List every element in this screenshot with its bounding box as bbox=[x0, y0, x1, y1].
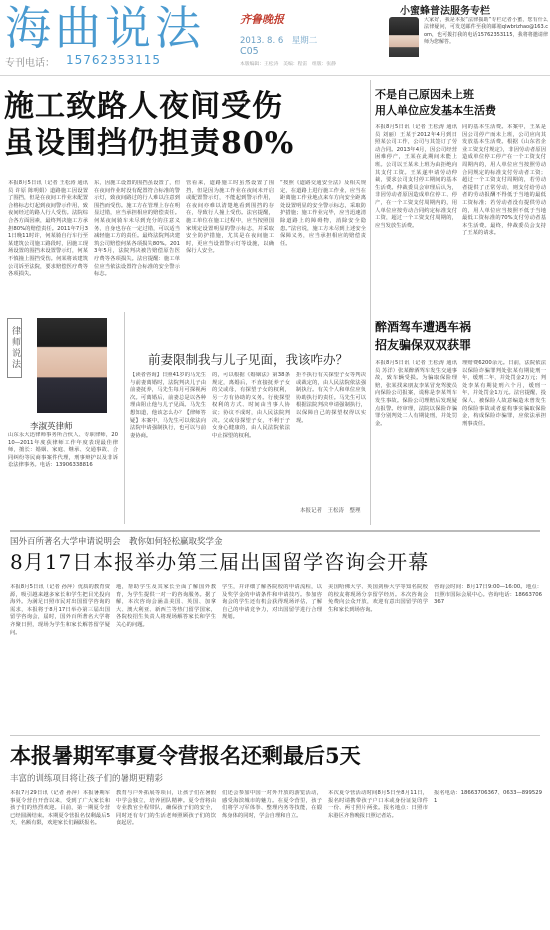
hotline-number: 15762353115 bbox=[66, 53, 161, 67]
abroad-col5: 咨询会时间：8月17日9:00—16:00。地点：日照市国际会展中心。咨询电话：18663706367 bbox=[434, 584, 542, 606]
labor-headline-line2: 用人单位应发基本生活费 bbox=[375, 104, 496, 117]
abroad-headline: 8月17日本报举办第三届出国留学咨询会开幕 bbox=[10, 550, 430, 574]
lead-headline bbox=[4, 88, 366, 162]
hotline-label: 专刊电话： bbox=[5, 58, 55, 69]
issue-date: 2013. 8. 6 星期二 bbox=[240, 36, 318, 46]
qa-col1: 【读者咨询】日照41岁的马先生与前妻离婚时，法院判决儿子由前妻抚养，马先生每月可探视两次。可离婚后，前妻总是以各种理由阻止他与儿子见面。马先生想知道，他该怎么办？【律师答疑】本案中，马先生可以依法向法院申请强制执行，也可以与前妻协商。 bbox=[130, 372, 206, 439]
qa-headline: 前妻限制我与儿子见面，我该咋办？ bbox=[148, 352, 349, 367]
lawyer-photo bbox=[37, 318, 107, 413]
section-divider bbox=[10, 735, 540, 736]
camp-col1: 本报7月29日讯（记者 孙萍）本报暑期军事夏令营自开营以来，受到了广大家长和孩子们的热烈欢迎。目前，第一期夏令营已经圆满结束。本期夏令营报名仅剩最后5天，名额有限，欢迎家长们踊跃报名。 bbox=[10, 790, 110, 827]
labor-article-col2: 同的基本生活费。本案中，王某是因公司停产而未上班，公司应向其发放基本生活费。根据《山东省企业工资支付规定》，非因劳动者原因造成单位停工停产在一个工资支付周期内的，用人单位应当按照劳动合同规定的标准支付劳动者工资；超过一个工资支付周期的，若劳动者提供了正常劳动，则支付给劳动者的劳动报酬不得低于当地的最低工资标准；若劳动者没有提供劳动的，用人单位应当按照不低于当地最低工资标准的70%支付劳动者基本生活费。最终，仲裁委员会支持了王某的请求。 bbox=[462, 124, 546, 237]
drunk-driving-headline-line2: 招友骗保双双获罪 bbox=[375, 338, 472, 352]
qa-col3: 拒不执行有关探望子女等判决或裁定的，由人民法院依法强制执行。有关个人和单位应负协助执行的责任。马先生可以根据法院判决申请强制执行，以保障自己的探望权得以实现。 bbox=[296, 372, 366, 424]
camp-col2: 教育与户外拓展等项目，让孩子们在暑假中学会独立，培养团队精神。夏令营将由专业教官全程带队，确保孩子们的安全，同时还有专门的生活老师照顾孩子们的饮食起居。 bbox=[116, 790, 216, 827]
lawyer-column-tag: 律师说法 bbox=[7, 318, 22, 378]
abroad-kicker: 国外百所著名大学申请说明会 教你如何轻松赢取奖学金 bbox=[10, 537, 223, 547]
lead-article-col4: “按照《道路交通安全法》及相关规定，在道路上进行施工作业，应当在距离施工作业地点来车方向安全距离处设置明显的安全警示标志，采取防护措施；施工作业完毕，应当迅速清除道路上的障碍物，消除安全隐患。”法官说，施工方未尽到上述安全保障义务，应当承担相应的赔偿责任。 bbox=[280, 180, 366, 247]
drunk-driving-headline bbox=[375, 318, 547, 354]
section-divider bbox=[10, 530, 540, 532]
abroad-col1: 本报8月5日讯（记者 孙萍）优质的教育资源，吸引越来越多家长和学生把目光投向海外。为满足日照市民对出国留学咨询的需求，本报将于8月17日举办第三届出国留学咨询会，届时，国外百所著名大学将齐聚日照，现场为学生和家长解答留学疑问。 bbox=[10, 584, 110, 636]
abroad-col2: 地，帮助学生及其家长全面了解国外教育，为学生提供一对一的咨询服务。据了解，本次咨询会涵盖美国、英国、加拿大、澳大利亚、新西兰等热门留学国家，各院校招生负责人将现场解答家长和学生关心的问题。 bbox=[116, 584, 216, 628]
labor-headline bbox=[375, 87, 547, 119]
drunk-driving-col1: 本报8月5日讯（记者 王松涛 通讯员 苏洋）张某醉酒驾车发生交通事故，致车辆受损。为骗取保险理赔，张某找来朋友李某冒充驾驶员向保险公司报案，谎称是李某驾车发生事故。保险公司理赔后发现疑点报警。经审理，法院以保险诈骗罪分别判处二人有期徒刑，并处罚金。 bbox=[375, 360, 457, 427]
column-divider bbox=[370, 80, 371, 525]
qa-col2: 的，可以根据《婚姻法》第38条规定，离婚后，不直接抚养子女的父或母，有探望子女的权利，另一方有协助的义务。行使探望权利的方式、时间由当事人协议；协议不成时，由人民法院判决。父或母探望子女，不利于子女身心健康的，由人民法院依法中止探望的权利。 bbox=[212, 372, 290, 439]
qa-sign: 本报记者 王松涛 整理 bbox=[300, 508, 361, 514]
abroad-col3: 学生，并详细了解各院校的申请流程，以及奖学金的申请条件和申请技巧。参加咨询会的学生还有机会获得现场评估，了解自己的申请竞争力，对出国留学进行合理规划。 bbox=[222, 584, 322, 621]
page-number: C05 bbox=[240, 46, 259, 57]
abroad-col4: 美国哈佛大学、英国剑桥大学等知名院校的校友将现场分享留学经历。本次咨询会免费向公众开放，欢迎有意出国留学的学生和家长到场咨询。 bbox=[328, 584, 428, 613]
labor-article-col1: 本报8月5日讯（记者 王松涛 通讯员 刘丽）王某于2012年4月到日照某公司工作，公司与其签订了劳动合同。2013年4月，因公司经营困难停产，王某在此期间未能上班。公司以王某未上班为由拒绝向其支付工资。王某遂申请劳动仲裁，要求公司支付停工期间的基本生活费。仲裁委员会审理后认为，非因劳动者原因造成单位停工、停产，在一个工资支付周期内的，用人单位应按劳动合同约定标准支付工资，超过一个工资支付周期的，应当发放生活费。 bbox=[375, 124, 457, 229]
drunk-driving-col2: 理赔费6200余元。日前，法院依法以保险诈骗罪判处张某有期徒刑一年，缓刑二年，并处罚金2万元；判处李某有期徒刑六个月，缓刑一年，并处罚金1万元。法官提醒，投保人、被保险人故意编造未曾发生的保险事故或者虚构事实骗取保险金，构成保险诈骗罪，应依法承担刑事责任。 bbox=[462, 360, 546, 427]
section-title: 海曲说法 bbox=[5, 1, 205, 55]
drunk-driving-headline-line1: 醉酒驾车遭遇车祸 bbox=[375, 320, 472, 334]
camp-col3: 们还会参加中国一对外开放的游览活动，感受海滨城市的魅力。在夏令营里，孩子们将学习军体拳、整理内务等技能，在锻炼身体的同时，学会自理和自立。 bbox=[222, 790, 322, 819]
camp-col5: 报名电话：18663706367、0633—8995291 bbox=[434, 790, 542, 804]
camp-headline: 本报暑期军事夏令营报名还剩最后5天 bbox=[10, 743, 361, 768]
labor-headline-line1: 不是自己原因未上班 bbox=[375, 88, 474, 101]
header-divider bbox=[0, 75, 550, 76]
newspaper-logo: 齐鲁晚报 bbox=[240, 13, 284, 26]
lawyer-bio: 山东永大迅律师事务所合伙人、专职律师，2010—2011年度获律师工作年度表现最佳律师，擅长：婚姻、家庭、继承、交通事故、合同纠纷等民商事案件代理，刑事辩护以及非诉讼法律事务。电话：13906338816 bbox=[8, 432, 118, 469]
lead-headline-line2: 虽设围挡仍担责80% bbox=[4, 126, 295, 161]
column-divider bbox=[124, 312, 125, 524]
reporter-photo bbox=[389, 17, 419, 57]
lead-article-col1: 本报8月5日讯（记者 王松涛 通讯员 许原 陈明娟）道路施工因设置了围挡，但是在夜间工作业未配置合格标志灯起到夜间警示作用，致夜间经过的路人行人受伤。法院综合各方面因素，最终判决施工方承担80%的赔偿责任。2011年7月31日晚11时许，何某骑自行车行至某建筑公司施工路段时，因施工现场设置的围挡未设置警示灯，何某不慎撞上围挡受伤。何某将该建筑公司诉至法院，要求赔偿医疗费等各项损失。 bbox=[8, 180, 88, 278]
camp-col4: 本次夏令营活动时间8月5日至8月11日，报名时请携带孩子户口本或身份证复印件一份、两寸照片两张。报名地点：日照市东港区齐鲁晚报日照记者站。 bbox=[328, 790, 428, 819]
lead-headline-line1: 施工致路人夜间受伤 bbox=[4, 89, 283, 124]
editor-credits: 本版编辑：王松涛 美编：程雷 组版：张静 bbox=[240, 62, 336, 67]
camp-subhead: 丰富的训练项目将让孩子们的暑期更精彩 bbox=[10, 774, 164, 784]
lead-article-col3: 管看来，道路施工时虽然设置了围挡，但是因为施工作业在夜间未开启或配置警示灯，不能起到警示作用，在夜间亦难以清楚地看到围挡的存在，导致行人撞上受伤。法官提醒，施工单位在施工过程中，应当按照国家规定设置明显的警示标志，并采取安全防护措施，尤其是在夜间施工时，更应当设置警示灯等设施，以确保行人安全。 bbox=[186, 180, 274, 255]
consult-column-text: 大家好，我是本报“法律援助”专栏记者小蜜，您有什么法律疑问，可发送邮件至我的邮箱qlwbrizhao@163.com，也可拨打我的电话15762353115，我将将邀请律师为您解答。 bbox=[424, 17, 548, 46]
lawyer-name: 李淑英律师 bbox=[30, 422, 73, 432]
consult-column-title: 小蜜蜂普法服务专栏 bbox=[400, 6, 490, 17]
lead-article-col2: 东，因施工设置的围挡虽设置了，但在夜间作业时没有配置符合标准的警示灯，致夜间路过的行人难以注意到围挡而受伤。施工方在管理上存在明显过错，应当承担相应的赔偿责任。何某夜间骑车未尽到充分的注意义务，自身也存在一定过错，可以适当减轻施工方的责任。最终法院判决建筑公司赔偿何某各项损失80%。2013年5月，法院判决被告赔偿原告医疗费等各项损失。法官提醒：施工单位应当依法设置符合标准的安全警示标志。 bbox=[94, 180, 180, 278]
